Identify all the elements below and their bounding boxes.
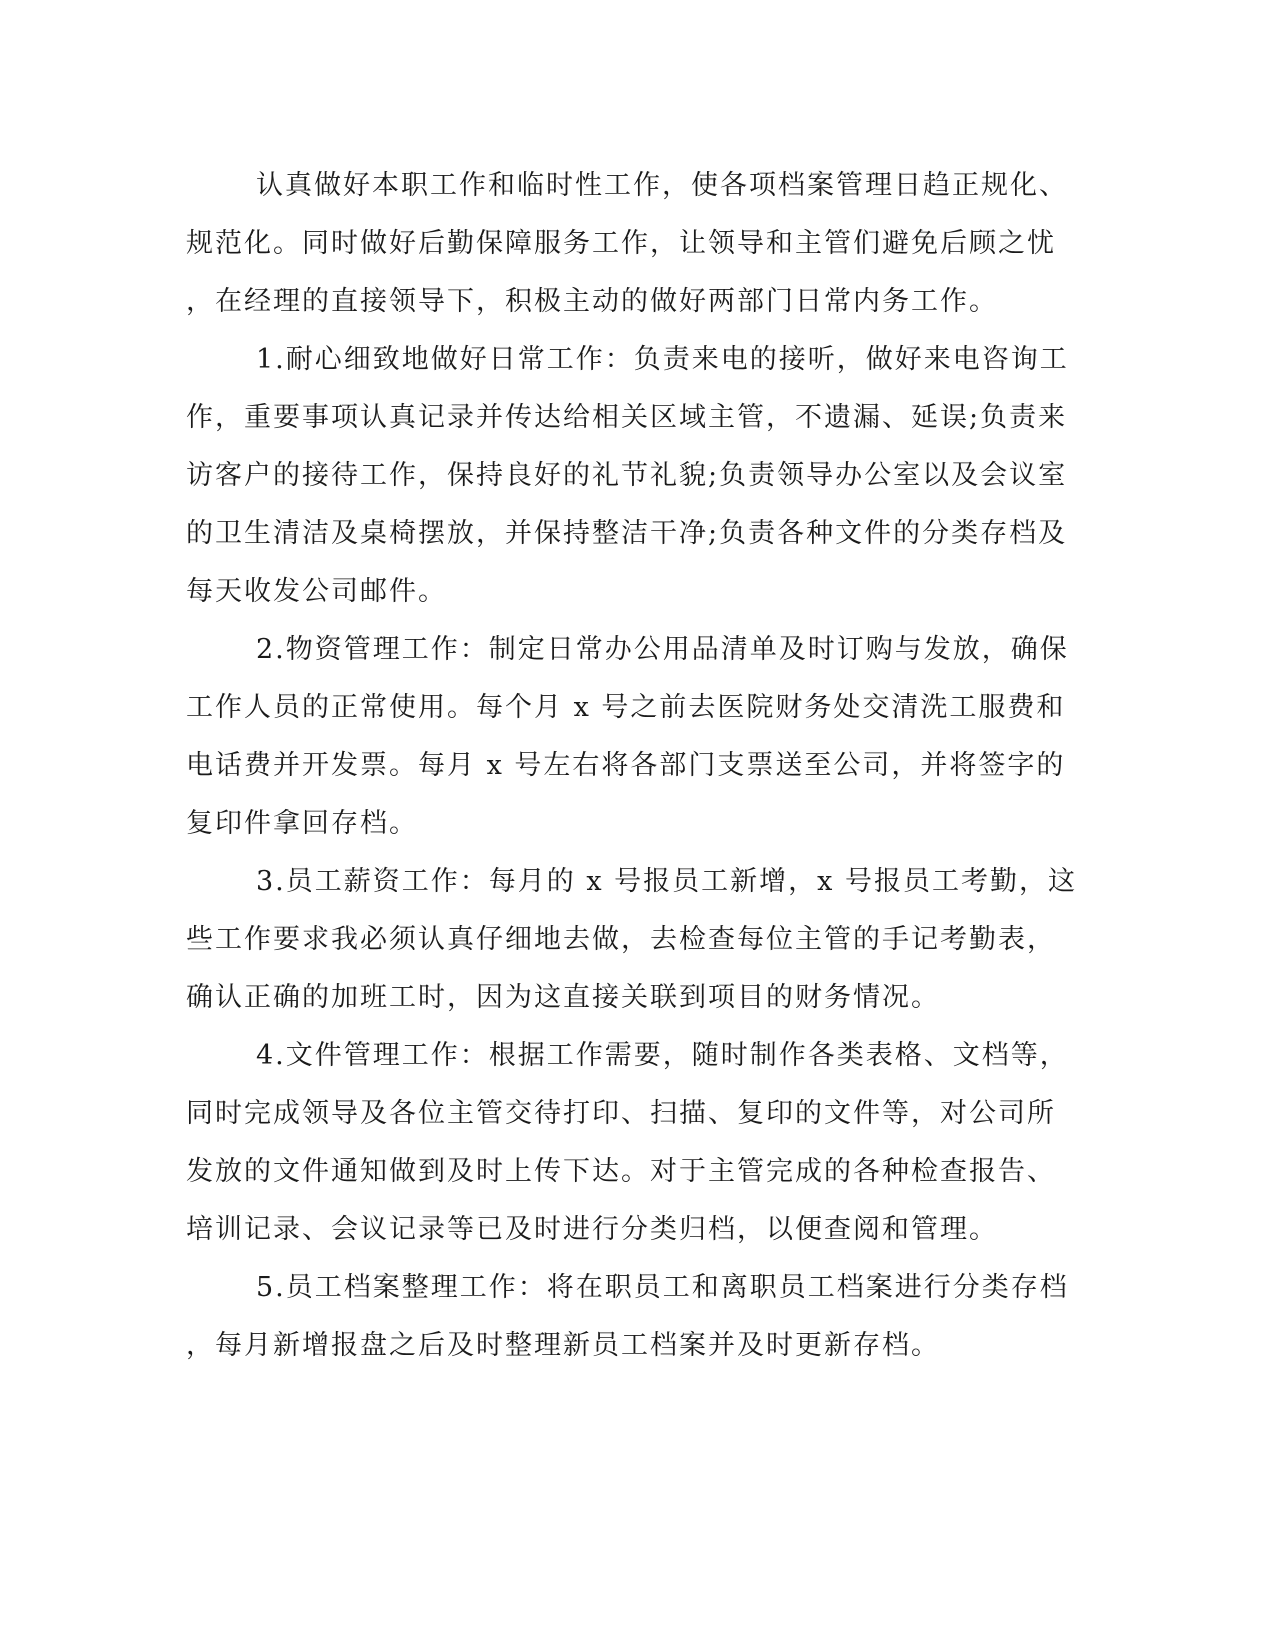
- paragraph-line: 发放的文件通知做到及时上传下达。对于主管完成的各种检查报告、: [186, 1156, 1056, 1187]
- paragraph-intro: [186, 157, 1066, 331]
- paragraph-line: 3.员工薪资工作：每月的 x 号报员工新增，x 号报员工考勤，这: [256, 866, 1077, 897]
- paragraph-item-5: [186, 1259, 1069, 1375]
- paragraph-line: 培训记录、会议记录等已及时进行分类归档，以便查阅和管理。: [186, 1214, 998, 1245]
- paragraph-line: ，在经理的直接领导下，积极主动的做好两部门日常内务工作。: [186, 286, 998, 317]
- paragraph-line: 2.物资管理工作：制定日常办公用品清单及时订购与发放，确保: [256, 634, 1069, 665]
- paragraph-item-2: [186, 621, 1069, 853]
- paragraph-line: 些工作要求我必须认真仔细地去做，去检查每位主管的手记考勤表，: [186, 924, 1056, 955]
- document-body: [186, 157, 1077, 1375]
- paragraph-item-1: [186, 331, 1069, 621]
- paragraph-line: 的卫生清洁及桌椅摆放，并保持整洁干净;负责各种文件的分类存档及: [186, 518, 1068, 549]
- paragraph-line: 访客户的接待工作，保持良好的礼节礼貌;负责领导办公室以及会议室: [186, 460, 1068, 491]
- paragraph-line: ，每月新增报盘之后及时整理新员工档案并及时更新存档。: [186, 1330, 940, 1361]
- paragraph-line: 电话费并开发票。每月 x 号左右将各部门支票送至公司，并将签字的: [186, 750, 1066, 781]
- paragraph-item-3: [186, 853, 1077, 1027]
- paragraph-line: 工作人员的正常使用。每个月 x 号之前去医院财务处交清洗工服费和: [186, 692, 1066, 723]
- paragraph-line: 规范化。同时做好后勤保障服务工作，让领导和主管们避免后顾之忧: [186, 228, 1056, 259]
- paragraph-item-4: [186, 1027, 1069, 1259]
- paragraph-line: 每天收发公司邮件。: [186, 576, 447, 607]
- paragraph-line: 同时完成领导及各位主管交待打印、扫描、复印的文件等，对公司所: [186, 1098, 1056, 1129]
- paragraph-line: 1.耐心细致地做好日常工作：负责来电的接听，做好来电咨询工: [256, 344, 1069, 375]
- paragraph-line: 作，重要事项认真记录并传达给相关区域主管，不遗漏、延误;负责来: [186, 402, 1068, 433]
- paragraph-line: 5.员工档案整理工作：将在职员工和离职员工档案进行分类存档: [256, 1272, 1069, 1303]
- paragraph-line: 认真做好本职工作和临时性工作，使各项档案管理日趋正规化、: [256, 170, 1068, 201]
- paragraph-line: 复印件拿回存档。: [186, 808, 418, 839]
- paragraph-line: 4.文件管理工作：根据工作需要，随时制作各类表格、文档等，: [256, 1040, 1069, 1071]
- paragraph-line: 确认正确的加班工时，因为这直接关联到项目的财务情况。: [186, 982, 940, 1013]
